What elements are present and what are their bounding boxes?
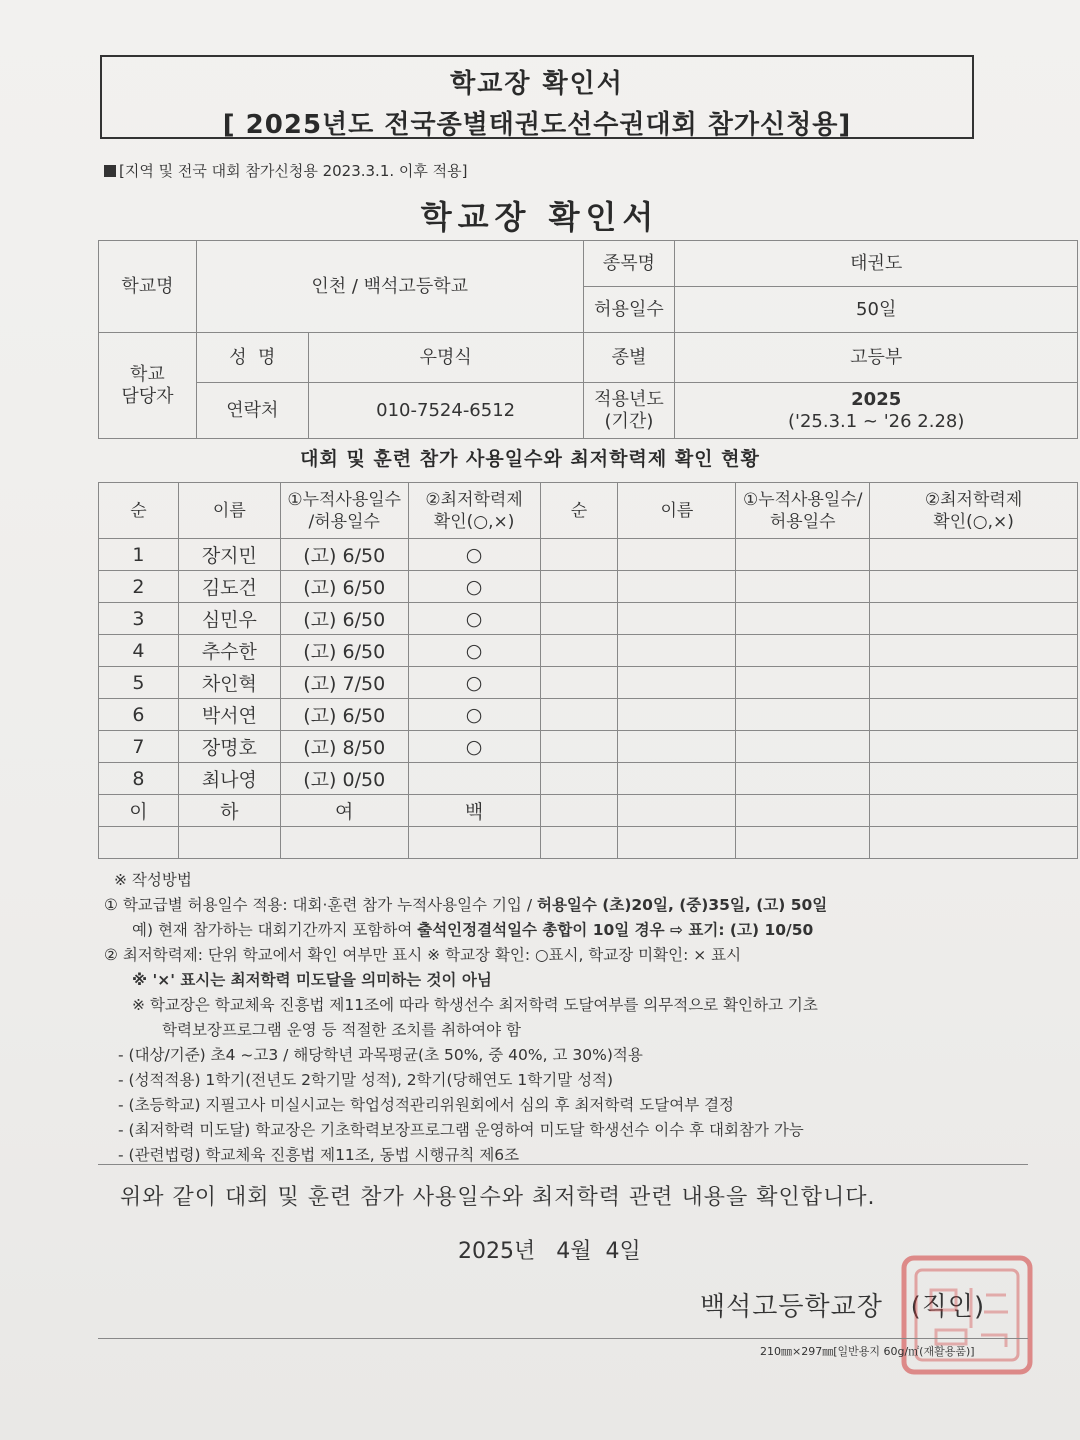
empty-cell (540, 603, 618, 635)
bottom-divider (98, 1338, 1028, 1339)
official-seal-icon (896, 1250, 1038, 1380)
note-3: ※ '×' 표시는 최저학력 미도달을 의미하는 것이 아님 (132, 971, 492, 989)
year-value: 2025 (851, 388, 902, 410)
empty-cell (540, 571, 618, 603)
manager-label (99, 333, 197, 439)
note-1-example-bold: 출석인정결석일수 총합이 10일 경우 ⇨ 표기: (고) 10/50 (417, 921, 814, 939)
empty-cell (870, 571, 1078, 603)
header-min-line1: ②최저학력제 (425, 489, 523, 510)
closing-cell-2: 하 (178, 795, 280, 827)
title-box (100, 55, 974, 139)
row-name: 심민우 (178, 603, 280, 635)
empty-cell (618, 699, 736, 731)
row-name: 추수한 (178, 635, 280, 667)
header-days-right-line1: ①누적사용일수/ (742, 489, 863, 510)
event-value: 태권도 (675, 241, 1078, 287)
empty-cell (408, 827, 540, 859)
school-value: 인천 / 백석고등학교 (196, 241, 583, 333)
row-days: (고) 6/50 (280, 699, 408, 731)
year-value-cell (675, 383, 1078, 439)
note-4: ※ 학교장은 학교체육 진흥법 제11조에 따라 학생선수 최저학력 도달여부를 의무적으로 확인하고 기초 (132, 996, 818, 1014)
name-label: 성 명 (196, 333, 308, 383)
empty-cell (99, 827, 179, 859)
empty-cell (736, 603, 870, 635)
detail-1: - (대상/기준) 초4 ~고3 / 해당학년 과목평균(초 50%, 중 40%, 고 30%)적용 (118, 1046, 643, 1064)
empty-cell (618, 539, 736, 571)
apply-note (104, 160, 468, 181)
issue-date: 2025년 4월 4일 (458, 1239, 641, 1264)
table-row (99, 763, 1078, 795)
empty-cell (178, 827, 280, 859)
row-min-academic-mark (408, 763, 540, 795)
header-min-right-line1: ②최저학력제 (924, 489, 1023, 510)
row-min-academic-mark: ○ (408, 731, 540, 763)
apply-note-text: [지역 및 전국 대회 참가신청용 2023.3.1. 이후 적용] (119, 162, 468, 180)
row-name: 장지민 (178, 539, 280, 571)
header-min-right-line2: 확인(○,×) (933, 511, 1014, 532)
table-row (99, 731, 1078, 763)
participant-table (98, 482, 1078, 859)
table-row (99, 603, 1078, 635)
note-1 (104, 893, 1034, 918)
year-label (583, 383, 675, 439)
info-table (98, 240, 1078, 439)
table-row (99, 667, 1078, 699)
year-label-line1: 적용년도 (594, 388, 664, 410)
document-title: 학교장 확인서 (450, 69, 624, 99)
empty-cell (540, 731, 618, 763)
closing-cell-4: 백 (408, 795, 540, 827)
empty-cell (540, 699, 618, 731)
note-1-example (104, 918, 1034, 943)
header-min-line2: 확인(○,×) (433, 511, 515, 532)
empty-cell (870, 731, 1078, 763)
row-min-academic-mark: ○ (408, 699, 540, 731)
header-name-right: 이름 (618, 483, 736, 539)
status-title: 대회 및 훈련 참가 사용일수와 최저학력제 확인 현황 (300, 448, 760, 470)
row-no: 6 (99, 699, 179, 731)
row-min-academic-mark: ○ (408, 539, 540, 571)
row-min-academic-mark: ○ (408, 635, 540, 667)
header-min-right (870, 483, 1078, 539)
row-days: (고) 8/50 (280, 731, 408, 763)
empty-cell (618, 795, 736, 827)
table-header-row (99, 483, 1078, 539)
notes-heading: ※ 작성방법 (114, 871, 192, 889)
closing-cell-3: 여 (280, 795, 408, 827)
note-1-text: ① 학교급별 허용일수 적용: 대회·훈련 참가 누적사용일수 기입 / (104, 896, 537, 914)
empty-cell (540, 539, 618, 571)
detail-4: - (최저학력 미도달) 학교장은 기초학력보장프로그램 운영하여 미도달 학생선수 이수 후 대회참가 가능 (118, 1121, 804, 1139)
header-days-right (736, 483, 870, 539)
empty-cell (618, 827, 736, 859)
year-label-line2: (기간) (604, 410, 654, 432)
empty-cell (618, 603, 736, 635)
confirm-statement: 위와 같이 대회 및 훈련 참가 사용일수와 최저학력 관련 내용을 확인합니다. (120, 1185, 876, 1210)
contact-value: 010-7524-6512 (308, 383, 583, 439)
period-value: ('25.3.1 ~ '26 2.28) (787, 410, 965, 432)
category-value: 고등부 (675, 333, 1078, 383)
empty-cell (870, 603, 1078, 635)
row-no: 3 (99, 603, 179, 635)
header-days-line2: /허용일수 (308, 511, 380, 532)
row-name: 박서연 (178, 699, 280, 731)
name-value: 우명식 (308, 333, 583, 383)
empty-cell (870, 795, 1078, 827)
row-no: 1 (99, 539, 179, 571)
participant-rows (99, 539, 1078, 795)
row-name: 최나영 (178, 763, 280, 795)
empty-cell (540, 635, 618, 667)
empty-cell (618, 571, 736, 603)
header-min-academic (408, 483, 540, 539)
empty-cell (540, 795, 618, 827)
row-min-academic-mark: ○ (408, 571, 540, 603)
empty-cell (870, 763, 1078, 795)
row-name: 김도건 (178, 571, 280, 603)
row-days: (고) 0/50 (280, 763, 408, 795)
document-subtitle: [ 2025년도 전국종별태권도선수권대회 참가신청용] (222, 110, 852, 140)
header-days-line1: ①누적사용일수 (287, 489, 402, 510)
instructions (104, 868, 1034, 1168)
divider (98, 1164, 1028, 1165)
manager-label-line1: 학교 (130, 363, 165, 385)
empty-cell (618, 667, 736, 699)
table-row (99, 571, 1078, 603)
note-4-cont: 학력보장프로그램 운영 등 적절한 조치를 취하여야 함 (162, 1021, 521, 1039)
header-no-right: 순 (540, 483, 618, 539)
detail-5: - (관련법령) 학교체육 진흥법 제11조, 동법 시행규칙 제6조 (118, 1146, 520, 1164)
allowed-days-label: 허용일수 (583, 287, 675, 333)
empty-cell (280, 827, 408, 859)
table-row (99, 635, 1078, 667)
note-1-bold: 허용일수 (초)20일, (중)35일, (고) 50일 (536, 896, 828, 914)
header-days (280, 483, 408, 539)
empty-cell (736, 795, 870, 827)
empty-cell (540, 827, 618, 859)
row-days: (고) 6/50 (280, 539, 408, 571)
empty-cell (736, 827, 870, 859)
empty-cell (736, 635, 870, 667)
paper-spec: 210㎜×297㎜[일반용지 60g/㎡(재활용품)] (760, 1345, 975, 1358)
row-name: 장명호 (178, 731, 280, 763)
table-row (99, 699, 1078, 731)
row-min-academic-mark: ○ (408, 667, 540, 699)
empty-cell (870, 667, 1078, 699)
row-days: (고) 6/50 (280, 603, 408, 635)
detail-3: - (초등학교) 지필고사 미실시교는 학업성적관리위원회에서 심의 후 최저학력 도달여부 결정 (118, 1096, 735, 1114)
empty-cell (540, 667, 618, 699)
square-bullet-icon (104, 165, 116, 177)
closing-cell-1: 이 (99, 795, 179, 827)
empty-cell (618, 635, 736, 667)
empty-cell (736, 731, 870, 763)
empty-cell (618, 763, 736, 795)
closing-row (99, 795, 1078, 827)
empty-cell (870, 539, 1078, 571)
empty-cell (736, 699, 870, 731)
empty-cell (736, 763, 870, 795)
empty-cell (618, 731, 736, 763)
empty-cell (736, 539, 870, 571)
row-days: (고) 7/50 (280, 667, 408, 699)
row-no: 5 (99, 667, 179, 699)
main-title: 학교장 확인서 (420, 198, 660, 236)
blank-row (99, 827, 1078, 859)
empty-cell (870, 699, 1078, 731)
manager-label-line2: 담당자 (121, 385, 174, 407)
allowed-days-value: 50일 (675, 287, 1078, 333)
empty-cell (736, 667, 870, 699)
header-no: 순 (99, 483, 179, 539)
row-min-academic-mark: ○ (408, 603, 540, 635)
row-no: 8 (99, 763, 179, 795)
empty-cell (540, 763, 618, 795)
row-days: (고) 6/50 (280, 571, 408, 603)
category-label: 종별 (583, 333, 675, 383)
row-name: 차인혁 (178, 667, 280, 699)
event-label: 종목명 (583, 241, 675, 287)
row-no: 7 (99, 731, 179, 763)
detail-2: - (성적적용) 1학기(전년도 2학기말 성적), 2학기(당해연도 1학기말 성적) (118, 1071, 614, 1089)
empty-cell (736, 571, 870, 603)
school-label: 학교명 (99, 241, 197, 333)
row-days: (고) 6/50 (280, 635, 408, 667)
note-1-example-text: 예) 현재 참가하는 대회기간까지 포함하여 (132, 921, 418, 939)
header-days-right-line2: 허용일수 (769, 511, 836, 532)
row-no: 2 (99, 571, 179, 603)
contact-label: 연락처 (196, 383, 308, 439)
principal-signature: 백석고등학교장 (직인) (700, 1292, 986, 1322)
table-row (99, 539, 1078, 571)
header-name: 이름 (178, 483, 280, 539)
note-2: ② 최저학력제: 단위 학교에서 확인 여부만 표시 ※ 학교장 확인: ○표시, 학교장 미확인: × 표시 (104, 946, 742, 964)
row-no: 4 (99, 635, 179, 667)
empty-cell (870, 827, 1078, 859)
empty-cell (870, 635, 1078, 667)
